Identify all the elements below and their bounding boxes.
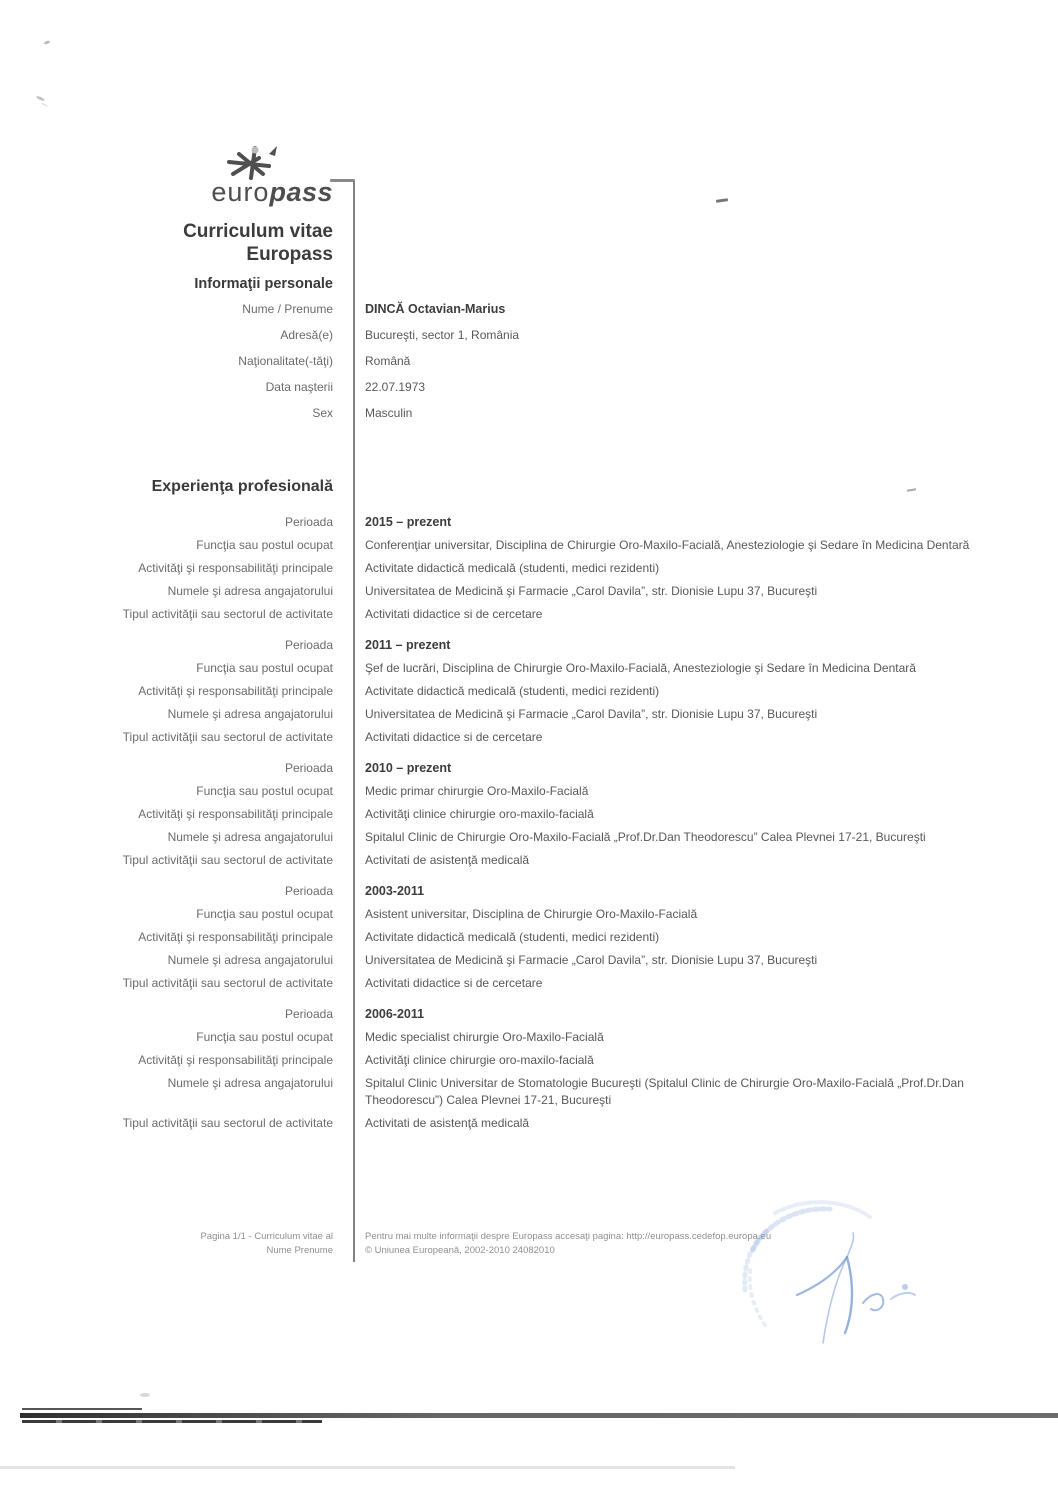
title-line-2: Europass [246, 244, 333, 265]
footer-page-number: Pagina 1/1 - Curriculum vitae al [200, 1231, 333, 1242]
section-heading-personal: Informaţii personale [194, 276, 333, 292]
field-label: Perioada [284, 1007, 333, 1021]
experience-entry [0, 883, 1010, 992]
field-value: Asistent universitar, Disciplina de Chirurgie Oro-Maxilo-Facială [365, 907, 698, 921]
scan-artifact-line [0, 1466, 735, 1469]
field-label: Numele şi adresa angajatorului [167, 707, 333, 721]
field-label: Naţionalitate(-tăţi) [238, 354, 333, 368]
field-label: Perioada [284, 638, 333, 652]
personal-row-birthdate [0, 379, 1010, 396]
personal-row-sex [0, 405, 1010, 422]
scan-speck [44, 40, 51, 45]
signature-icon [735, 1195, 965, 1345]
field-value: Activitate didactică medicală (studenti, medici rezidenti) [365, 930, 660, 944]
field-label: Funcţia sau postul ocupat [196, 661, 333, 675]
scan-artifact-bar [20, 1413, 1058, 1418]
personal-row-name [0, 301, 1010, 318]
experience-entries [0, 514, 1010, 1146]
field-label: Perioada [284, 884, 333, 898]
europass-logo [211, 144, 333, 206]
field-value: Conferenţiar universitar, Disciplina de Chirurgie Oro-Maxilo-Facială, Anesteziologie şi Sedare în Medicina Dentară [365, 538, 970, 552]
field-label: Activităţi şi responsabilităţi principale [138, 1053, 333, 1067]
field-value: Spitalul Clinic Universitar de Stomatologie Bucureşti (Spitalul Clinic de Chirurgie Oro-Maxilo-Facială „Prof.Dr.Dan Theodorescu”) Calea Plevnei 17-21, Bucureşti [365, 1076, 964, 1107]
entry-row-employer [0, 706, 1010, 723]
scan-dash [907, 488, 916, 492]
field-label: Activităţi şi responsabilităţi principale [138, 807, 333, 821]
personal-row-address [0, 327, 1010, 344]
scan-dash [716, 198, 728, 203]
entry-row-employer [0, 952, 1010, 969]
field-value: Medic primar chirurgie Oro-Maxilo-Facială [365, 784, 589, 798]
entry-row-period [0, 514, 1010, 531]
field-value: Activitati didactice si de cercetare [365, 730, 543, 744]
field-label: Tipul activităţii sau sectorul de activitate [122, 730, 333, 744]
field-label: Numele şi adresa angajatorului [167, 584, 333, 598]
footer-name-placeholder: Nume Prenume [266, 1244, 333, 1256]
personal-info-rows [0, 301, 1010, 431]
field-value: Medic specialist chirurgie Oro-Maxilo-Facială [365, 1030, 604, 1044]
scan-artifact-bar [22, 1408, 142, 1410]
field-label: Tipul activităţii sau sectorul de activitate [122, 976, 333, 990]
field-label: Funcţia sau postul ocupat [196, 538, 333, 552]
field-label: Tipul activităţii sau sectorul de activitate [122, 607, 333, 621]
field-label: Perioada [284, 515, 333, 529]
entry-row-activities [0, 806, 1010, 823]
field-label: Funcţia sau postul ocupat [196, 784, 333, 798]
logo-text-pass: pass [269, 177, 333, 207]
field-label: Tipul activităţii sau sectorul de activitate [122, 853, 333, 867]
field-value: Activităţi clinice chirurgie oro-maxilo-facială [365, 1053, 594, 1067]
scan-artifact-bar [22, 1420, 322, 1423]
field-value: 2003-2011 [365, 884, 425, 898]
entry-row-period [0, 760, 1010, 777]
experience-entry [0, 637, 1010, 746]
entry-row-position [0, 906, 1010, 923]
field-value: 2010 – prezent [365, 761, 452, 775]
field-value: 2011 – prezent [365, 638, 451, 652]
field-label: Funcţia sau postul ocupat [196, 907, 333, 921]
field-label: Numele şi adresa angajatorului [167, 1076, 333, 1090]
stamp-and-signature [735, 1195, 965, 1345]
entry-row-type [0, 1115, 1010, 1132]
field-label: Sex [312, 406, 333, 420]
document-title [0, 220, 333, 266]
entry-row-activities [0, 560, 1010, 577]
field-value: DINCĂ Octavian-Marius [365, 302, 506, 316]
entry-row-activities [0, 1052, 1010, 1069]
entry-row-period [0, 1006, 1010, 1023]
field-value: Masculin [365, 406, 413, 420]
footer-left [0, 1230, 345, 1257]
field-value: Activităţi clinice chirurgie oro-maxilo-facială [365, 807, 594, 821]
logo-text-euro: euro [211, 177, 270, 207]
entry-row-type [0, 606, 1010, 623]
field-value: Universitatea de Medicină şi Farmacie „Carol Davila”, str. Dionisie Lupu 37, Bucureşti [365, 707, 818, 721]
field-value: Bucureşti, sector 1, România [365, 328, 520, 342]
field-value: Şef de lucrări, Disciplina de Chirurgie Oro-Maxilo-Facială, Anesteziologie şi Sedare în Medicina Dentară [365, 661, 916, 675]
field-value: 22.07.1973 [365, 380, 426, 394]
section-heading-experience: Experienţa profesională [151, 478, 333, 495]
entry-row-employer [0, 1075, 1010, 1109]
field-value: Activitati didactice si de cercetare [365, 607, 543, 621]
title-line-1: Curriculum vitae [183, 221, 333, 242]
scan-speck [140, 1393, 150, 1397]
entry-row-position [0, 783, 1010, 800]
personal-row-nationality [0, 353, 1010, 370]
entry-row-employer [0, 583, 1010, 600]
field-label: Numele şi adresa angajatorului [167, 830, 333, 844]
document-header [0, 144, 345, 266]
entry-row-position [0, 1029, 1010, 1046]
field-value: Activitati de asistenţă medicală [365, 853, 530, 867]
scan-speck [36, 95, 45, 102]
entry-row-type [0, 975, 1010, 992]
field-label: Activităţi şi responsabilităţi principale [138, 930, 333, 944]
footer-info-text: Pentru mai multe informaţii despre Europass accesaţi pagina: http://europass.cedefop.europa.eu [365, 1231, 772, 1242]
field-label: Data naşterii [265, 380, 333, 394]
entry-row-activities [0, 683, 1010, 700]
field-value: 2015 – prezent [365, 515, 452, 529]
experience-entry [0, 1006, 1010, 1132]
entry-row-type [0, 729, 1010, 746]
experience-entry [0, 760, 1010, 869]
field-value: 2006-2011 [365, 1007, 425, 1021]
field-value: Activitati didactice si de cercetare [365, 976, 543, 990]
field-label: Tipul activităţii sau sectorul de activitate [122, 1116, 333, 1130]
field-label: Nume / Prenume [242, 302, 333, 316]
field-label: Adresă(e) [280, 328, 333, 342]
field-value: Activitate didactică medicală (studenti, medici rezidenti) [365, 561, 660, 575]
experience-entry [0, 514, 1010, 623]
field-label: Funcţia sau postul ocupat [196, 1030, 333, 1044]
europass-star-icon [225, 144, 283, 184]
entry-row-period [0, 883, 1010, 900]
footer-copyright-text: © Uniunea Europeană, 2002-2010 24082010 [365, 1244, 555, 1256]
field-value: Activitate didactică medicală (studenti, medici rezidenti) [365, 684, 660, 698]
entry-row-position [0, 537, 1010, 554]
entry-row-type [0, 852, 1010, 869]
field-value: Universitatea de Medicină şi Farmacie „Carol Davila”, str. Dionisie Lupu 37, Bucureşti [365, 953, 818, 967]
field-value: Română [365, 354, 411, 368]
field-label: Activităţi şi responsabilităţi principale [138, 561, 333, 575]
entry-row-employer [0, 829, 1010, 846]
field-value: Activitati de asistenţă medicală [365, 1116, 530, 1130]
field-value: Spitalul Clinic de Chirurgie Oro-Maxilo-Facială „Prof.Dr.Dan Theodorescu” Calea Plevnei 17-21, Bucureşti [365, 830, 926, 844]
entry-row-period [0, 637, 1010, 654]
field-label: Activităţi şi responsabilităţi principale [138, 684, 333, 698]
field-label: Perioada [284, 761, 333, 775]
field-value: Universitatea de Medicină şi Farmacie „Carol Davila”, str. Dionisie Lupu 37, Bucureşti [365, 584, 818, 598]
entry-row-activities [0, 929, 1010, 946]
entry-row-position [0, 660, 1010, 677]
field-label: Numele şi adresa angajatorului [167, 953, 333, 967]
